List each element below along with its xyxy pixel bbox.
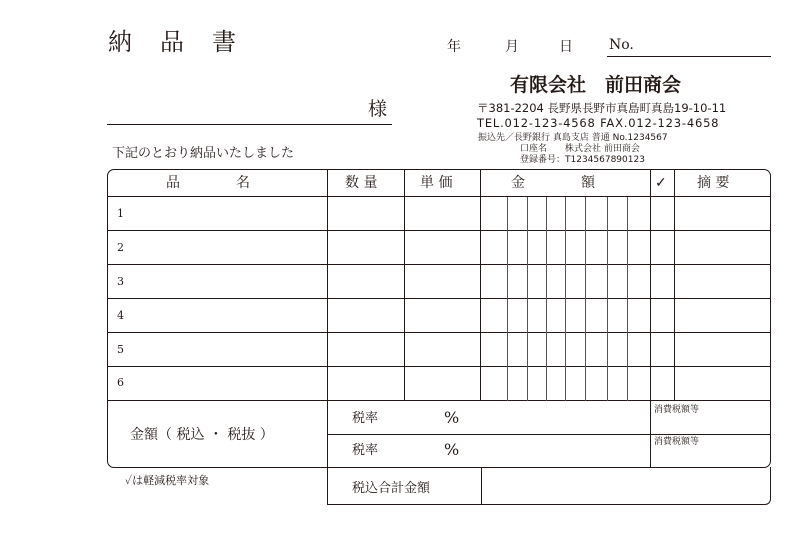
number-label: No. xyxy=(609,37,634,53)
bank-info-line2: 口座名 株式会社 前田商会 xyxy=(520,144,640,154)
column-header-check: ✓ xyxy=(655,175,667,191)
date-month-label: 月 xyxy=(505,39,519,55)
registration-number: 登録番号：T1234567890123 xyxy=(520,155,645,165)
row-number: 5 xyxy=(117,343,124,356)
honorific-label: 様 xyxy=(368,98,388,120)
date-year-label: 年 xyxy=(447,39,461,55)
grand-total-label: 税込合計金額 xyxy=(352,481,431,496)
row-number: 6 xyxy=(117,376,124,389)
reduced-tax-footnote: ✓は軽減税率対象 xyxy=(125,474,210,487)
row-number: 1 xyxy=(117,207,124,220)
row-number: 4 xyxy=(117,309,124,322)
total-amount-label: 金額（ 税込 ・ 税抜 ） xyxy=(130,427,274,443)
tax-rate-label-1: 税率 xyxy=(352,411,379,426)
document-title: 納 品 書 xyxy=(108,28,238,56)
row-number: 2 xyxy=(117,241,124,254)
row-number: 3 xyxy=(117,275,124,288)
column-header-unit-price: 単 価 xyxy=(420,175,453,191)
company-phone-fax: TEL.012-123-4568 FAX.012-123-4658 xyxy=(477,116,720,130)
column-header-note: 摘 要 xyxy=(697,175,730,191)
number-underline xyxy=(607,56,771,57)
percent-label-1: % xyxy=(444,408,460,427)
date-day-label: 日 xyxy=(559,39,573,55)
bank-info-line1: 振込先／長野銀行 真島支店 普通 No.1234567 xyxy=(478,133,668,143)
consumption-tax-label-1: 消費税額等 xyxy=(654,405,700,415)
consumption-tax-label-2: 消費税額等 xyxy=(654,437,700,447)
column-header-item: 品 名 xyxy=(166,175,250,191)
company-address: 〒381-2204 長野県長野市真島町真島19-10-11 xyxy=(477,101,727,115)
column-header-quantity: 数 量 xyxy=(345,175,378,191)
recipient-underline xyxy=(107,124,392,125)
intro-text: 下記のとおり納品いたしました xyxy=(112,146,295,161)
tax-rate-label-2: 税率 xyxy=(352,443,379,458)
company-name: 有限会社 前田商会 xyxy=(510,74,682,96)
column-header-amount: 金 額 xyxy=(511,175,595,191)
delivery-items-table xyxy=(107,169,771,468)
percent-label-2: % xyxy=(444,440,460,459)
